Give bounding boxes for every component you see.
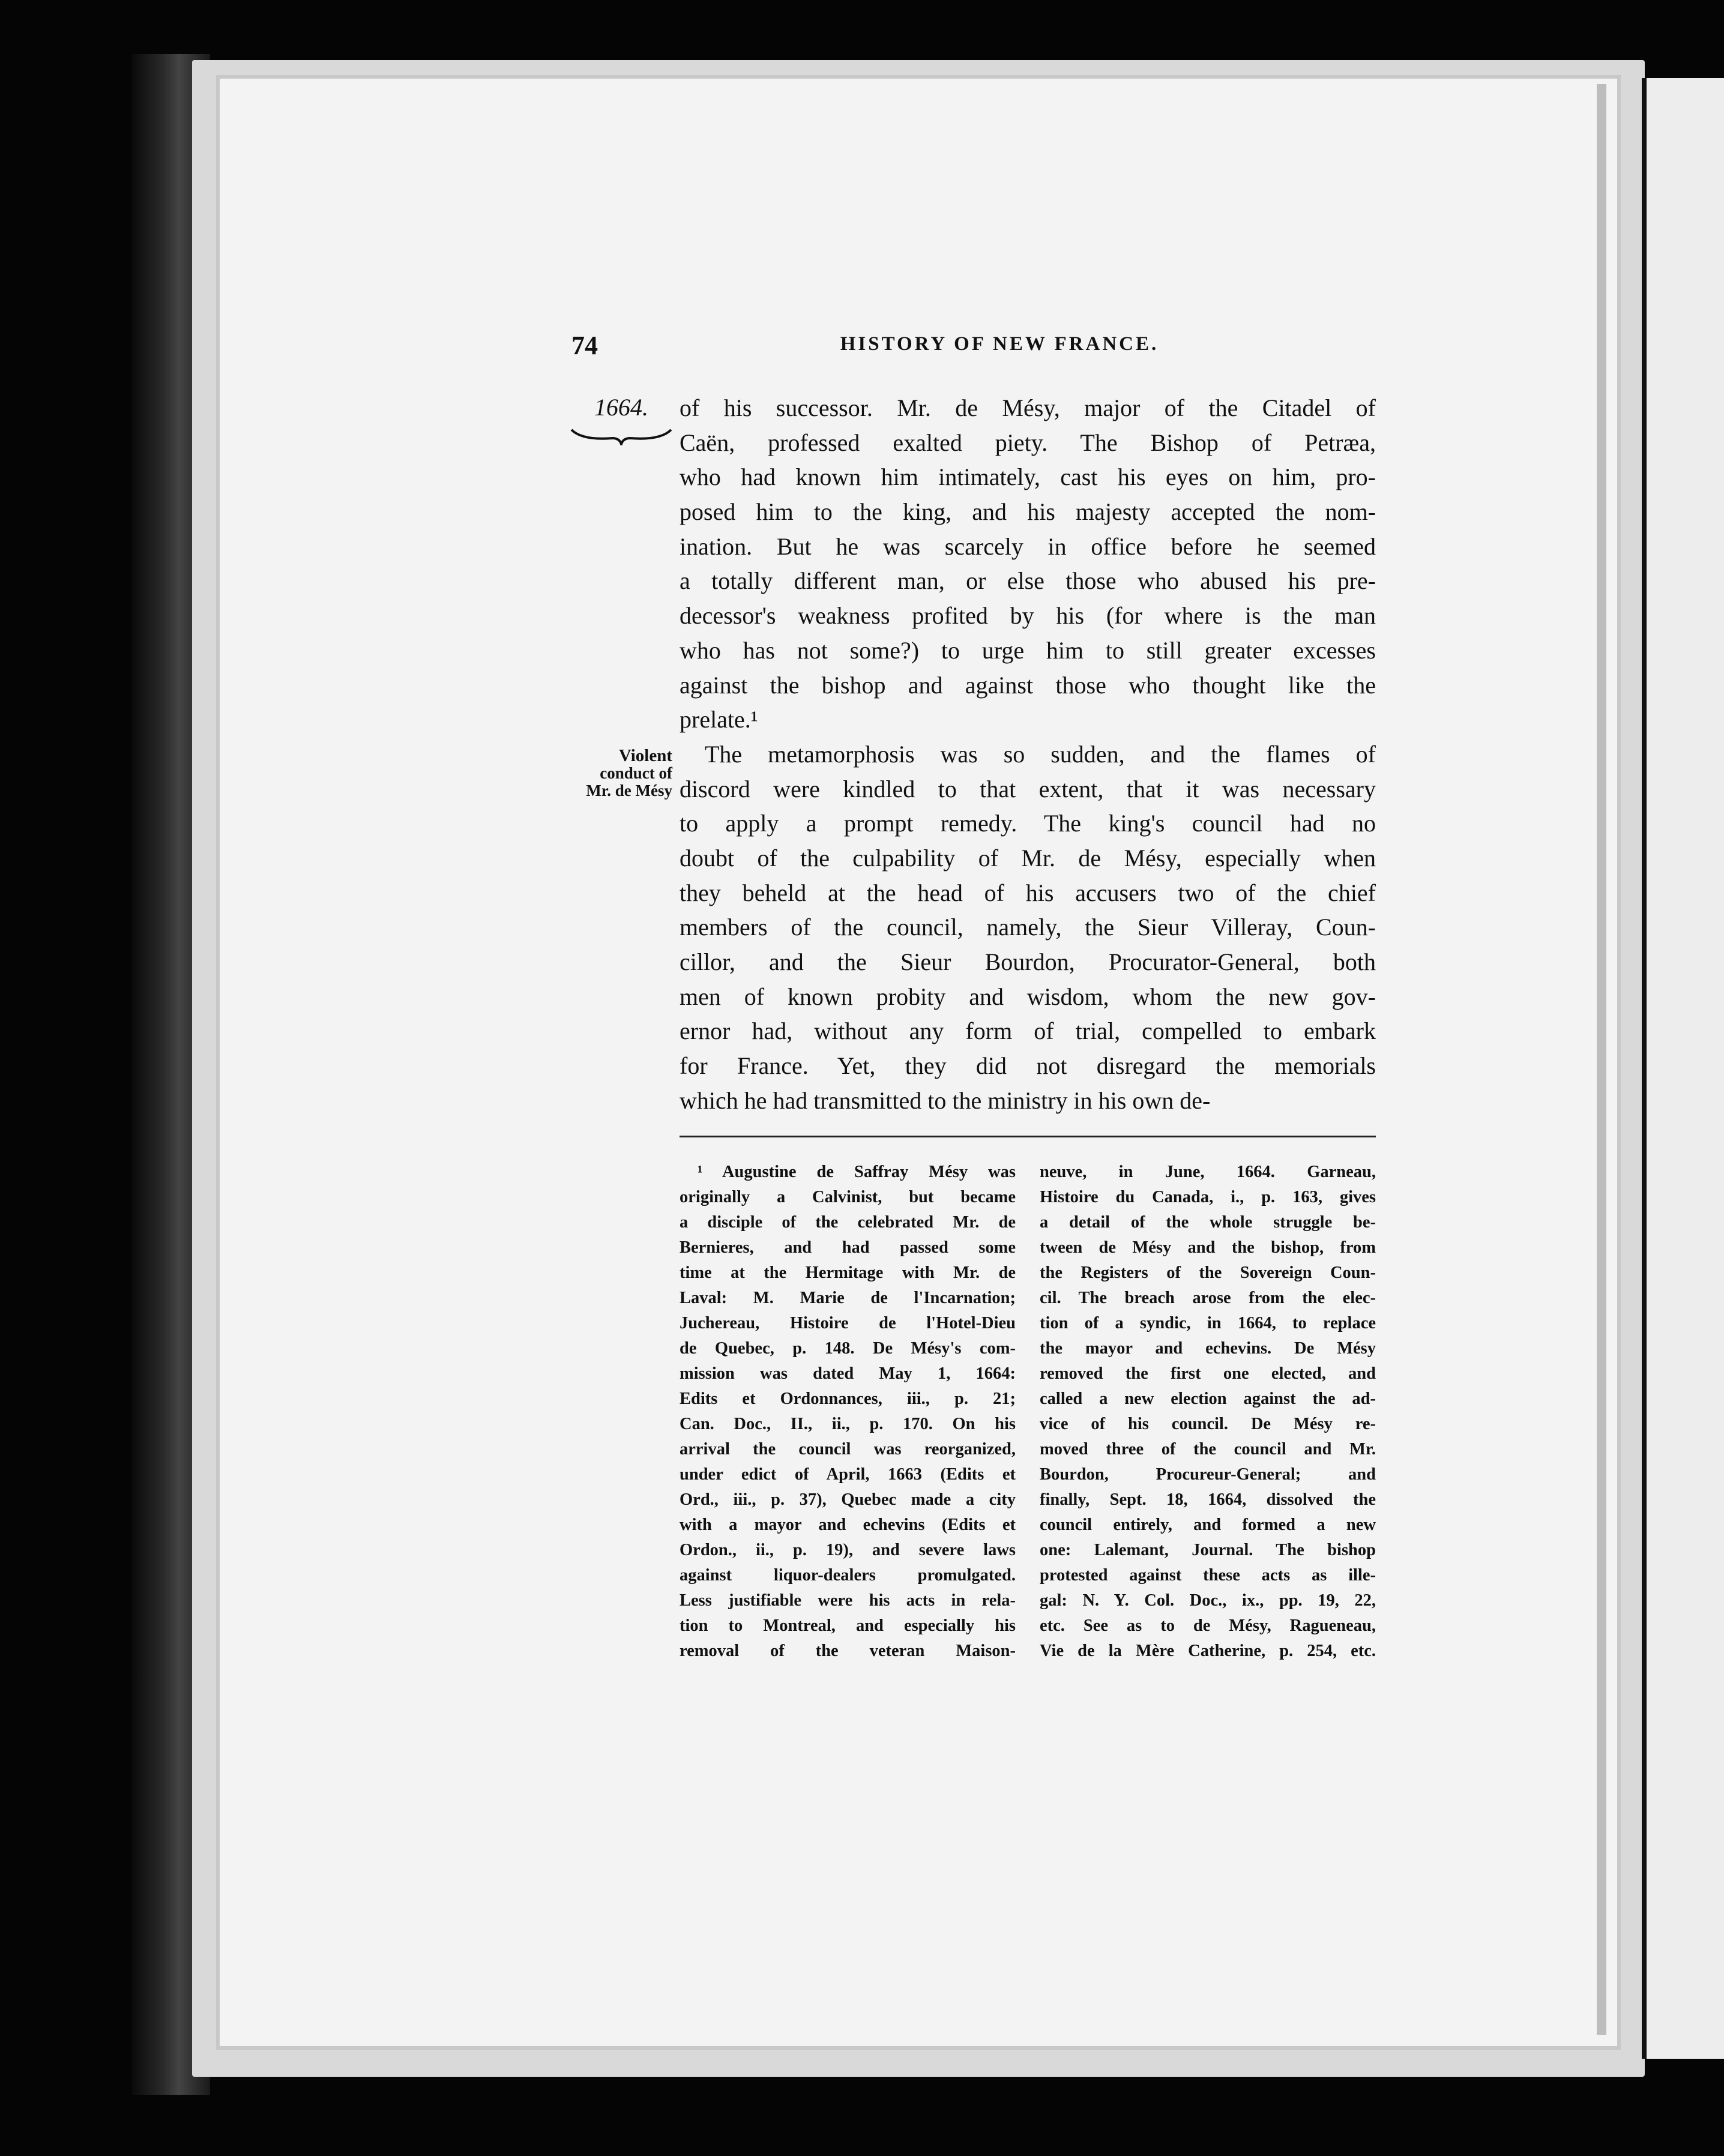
body-text-line: they beheld at the head of his accusers two of the chief bbox=[680, 879, 1376, 906]
footnote-line: gal: N. Y. Col. Doc., ix., pp. 19, 22, bbox=[1040, 1591, 1376, 1610]
body-text-line: for France. Yet, they did not disregard the memorials bbox=[680, 1052, 1376, 1080]
footnote-line: protested against these acts as ille- bbox=[1040, 1566, 1376, 1585]
footnote-line: neuve, in June, 1664. Garneau, bbox=[1040, 1163, 1376, 1181]
margin-note-line: Violent bbox=[618, 746, 672, 765]
facing-page-edge bbox=[1642, 78, 1724, 2059]
body-text-line: against the bishop and against those who thought like the bbox=[680, 671, 1376, 699]
footnote-line: the mayor and echevins. De Mésy bbox=[1040, 1339, 1376, 1358]
running-head-title: HISTORY OF NEW FRANCE. bbox=[840, 333, 1159, 355]
body-text-line: doubt of the culpability of Mr. de Mésy, especially when bbox=[680, 844, 1376, 872]
footnote-line: time at the Hermitage with Mr. de bbox=[680, 1263, 1016, 1282]
footnote-line: council entirely, and formed a new bbox=[1040, 1516, 1376, 1534]
footnote-line: Ordon., ii., p. 19), and severe laws bbox=[680, 1541, 1016, 1559]
footnote-column-left bbox=[680, 1160, 1016, 1664]
body-text-line: posed him to the king, and his majesty accepted the nom- bbox=[680, 498, 1376, 526]
footnote-line: Bernieres, and had passed some bbox=[680, 1238, 1016, 1257]
page-fold-shadow bbox=[1597, 84, 1606, 2035]
footnote-line: with a mayor and echevins (Edits et bbox=[680, 1516, 1016, 1534]
body-text-line: ination. But he was scarcely in office before he seemed bbox=[680, 532, 1376, 560]
footnote-line: Edits et Ordonnances, iii., p. 21; bbox=[680, 1390, 1016, 1408]
margin-note bbox=[558, 747, 672, 799]
footnote-line: arrival the council was reorganized, bbox=[680, 1440, 1016, 1459]
footnote-line: the Registers of the Sovereign Coun- bbox=[1040, 1263, 1376, 1282]
footnote-line: cil. The breach arose from the elec- bbox=[1040, 1289, 1376, 1307]
body-text-line: The metamorphosis was so sudden, and the flames of bbox=[705, 740, 1376, 768]
footnote-line: etc. See as to de Mésy, Ragueneau, bbox=[1040, 1616, 1376, 1635]
footnote-line: ¹ Augustine de Saffray Mésy was bbox=[698, 1163, 1016, 1181]
body-text-line: ernor had, without any form of trial, compelled to embark bbox=[680, 1017, 1376, 1045]
body-text-line: who has not some?) to urge him to still greater excesses bbox=[680, 636, 1376, 664]
footnote-line: against liquor-dealers promulgated. bbox=[680, 1566, 1016, 1585]
footnote-column-right bbox=[1040, 1160, 1376, 1664]
body-text-line: decessor's weakness profited by his (for where is the man bbox=[680, 602, 1376, 630]
footnote-line: Histoire du Canada, i., p. 163, gives bbox=[1040, 1188, 1376, 1206]
footnote-line: removal of the veteran Maison- bbox=[680, 1642, 1016, 1660]
body-text-line: Caën, professed exalted piety. The Bishop of Petræa, bbox=[680, 429, 1376, 456]
footnote-line: Juchereau, Histoire de l'Hotel-Dieu bbox=[680, 1314, 1016, 1332]
footnote-line: vice of his council. De Mésy re- bbox=[1040, 1415, 1376, 1433]
footnote-line: Can. Doc., II., ii., p. 170. On his bbox=[680, 1415, 1016, 1433]
body-text-line: discord were kindled to that extent, that it was necessary bbox=[680, 775, 1376, 802]
footnote-line: a disciple of the celebrated Mr. de bbox=[680, 1213, 1016, 1232]
margin-note-line: Mr. de Mésy bbox=[586, 781, 672, 799]
body-text-line: which he had transmitted to the ministry in his own de- bbox=[680, 1086, 1211, 1114]
footnote-line: Bourdon, Procureur-General; and bbox=[1040, 1465, 1376, 1484]
footnote-line: tween de Mésy and the bishop, from bbox=[1040, 1238, 1376, 1257]
footnote-line: Ord., iii., p. 37), Quebec made a city bbox=[680, 1490, 1016, 1509]
body-text-line: men of known probity and wisdom, whom the new gov- bbox=[680, 983, 1376, 1010]
footnote-line: Vie de la Mère Catherine, p. 254, etc. bbox=[1040, 1642, 1376, 1660]
footnote-line: de Quebec, p. 148. De Mésy's com- bbox=[680, 1339, 1016, 1358]
footnote-line: finally, Sept. 18, 1664, dissolved the bbox=[1040, 1490, 1376, 1509]
footnote-line: tion to Montreal, and especially his bbox=[680, 1616, 1016, 1635]
footnote-line: mission was dated May 1, 1664: bbox=[680, 1364, 1016, 1383]
body-text-line: of his successor. Mr. de Mésy, major of the Citadel of bbox=[680, 394, 1376, 421]
footnote-line: one: Lalemant, Journal. The bishop bbox=[1040, 1541, 1376, 1559]
footnote-line: a detail of the whole struggle be- bbox=[1040, 1213, 1376, 1232]
body-text-line: cillor, and the Sieur Bourdon, Procurator-General, both bbox=[680, 948, 1376, 975]
body-text-line: a totally different man, or else those who abused his pre- bbox=[680, 567, 1376, 595]
footnote-line: Less justifiable were his acts in rela- bbox=[680, 1591, 1016, 1610]
margin-note-line: conduct of bbox=[600, 764, 672, 782]
margin-year: 1664. bbox=[594, 394, 648, 421]
body-text-line: prelate.¹ bbox=[680, 706, 758, 733]
footnote-line: tion of a syndic, in 1664, to replace bbox=[1040, 1314, 1376, 1332]
footnote-line: originally a Calvinist, but became bbox=[680, 1188, 1016, 1206]
footnote-divider bbox=[680, 1136, 1376, 1137]
footnote-line: moved three of the council and Mr. bbox=[1040, 1440, 1376, 1459]
body-text-line: who had known him intimately, cast his eyes on him, pro- bbox=[680, 463, 1376, 491]
footnote-line: Laval: M. Marie de l'Incarnation; bbox=[680, 1289, 1016, 1307]
brace-ornament bbox=[570, 427, 672, 445]
body-text-line: to apply a prompt remedy. The king's council had no bbox=[680, 810, 1376, 837]
page-number: 74 bbox=[571, 331, 598, 360]
footnote-line: under edict of April, 1663 (Edits et bbox=[680, 1465, 1016, 1484]
footnote-line: called a new election against the ad- bbox=[1040, 1390, 1376, 1408]
body-text-line: members of the council, namely, the Sieur Villeray, Coun- bbox=[680, 914, 1376, 941]
body-text bbox=[680, 391, 1376, 1118]
footnote-line: removed the first one elected, and bbox=[1040, 1364, 1376, 1383]
